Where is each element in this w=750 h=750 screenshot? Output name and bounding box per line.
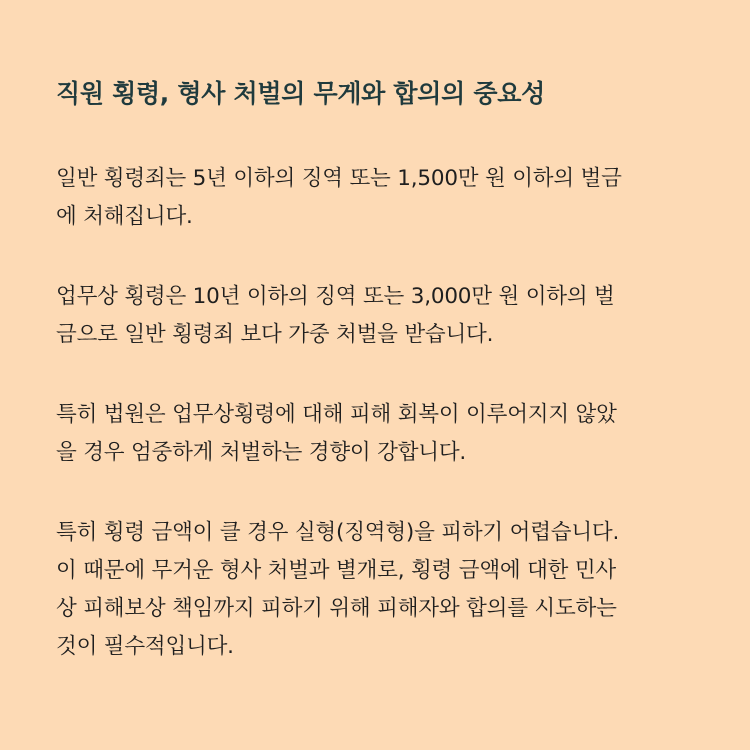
paragraph-line: 특히 법원은 업무상횡령에 대해 피해 회복이 이루어지지 않았: [56, 402, 617, 427]
paragraph-line: 업무상 횡령은 10년 이하의 징역 또는 3,000만 원 이하의 벌: [56, 284, 615, 309]
article-body: [56, 160, 694, 666]
paragraph-line: 일반 횡령죄는 5년 이하의 징역 또는 1,500만 원 이하의 벌금: [56, 166, 622, 191]
paragraph-occupational-embezzlement: [56, 278, 694, 354]
paragraph-line: 에 처해집니다.: [56, 204, 193, 229]
page-title: 직원 횡령, 형사 처벌의 무게와 합의의 중요성: [56, 79, 545, 108]
paragraph-court-tendency: [56, 396, 694, 472]
paragraph-line: 특히 횡령 금액이 클 경우 실형(징역형)을 피하기 어렵습니다.: [56, 520, 620, 545]
paragraph-line: 금으로 일반 횡령죄 보다 가중 처벌을 받습니다.: [56, 322, 494, 347]
paragraph-line: 상 피해보상 책임까지 피하기 위해 피해자와 합의를 시도하는: [56, 596, 617, 621]
paragraph-line: 을 경우 엄중하게 처벌하는 경향이 강합니다.: [56, 440, 467, 465]
paragraph-line: 것이 필수적입니다.: [56, 634, 234, 659]
paragraph-general-embezzlement: [56, 160, 694, 236]
paragraph-line: 이 때문에 무거운 형사 처벌과 별개로, 횡령 금액에 대한 민사: [56, 558, 617, 583]
paragraph-settlement-importance: [56, 514, 694, 666]
